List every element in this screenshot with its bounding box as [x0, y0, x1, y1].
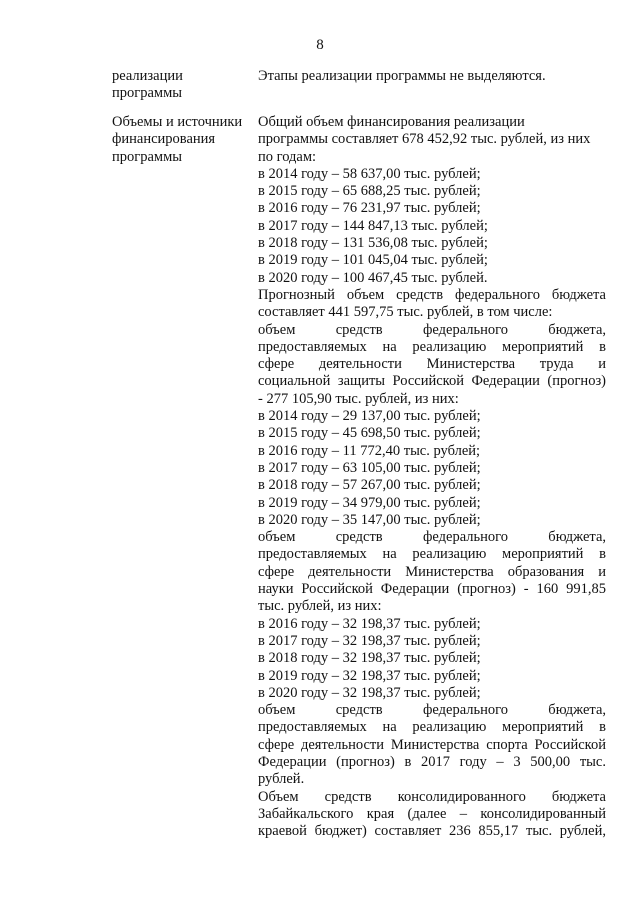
content-line: Прогнозный объем средств федерального бюджета — [258, 286, 606, 303]
content-line: в 2016 году – 76 231,97 тыс. рублей; — [258, 200, 481, 217]
content-line: предоставляемых на реализацию мероприятий в — [258, 338, 606, 355]
content-line: в 2020 году – 100 467,45 тыс. рублей. — [258, 269, 488, 286]
content-line: в 2016 году – 32 198,37 тыс. рублей; — [258, 615, 481, 632]
content-line: в 2017 году – 63 105,00 тыс. рублей; — [258, 459, 481, 476]
content-line: в 2017 году – 144 847,13 тыс. рублей; — [258, 217, 488, 234]
label-line: реализации — [112, 68, 183, 84]
content-line: в 2018 году – 131 536,08 тыс. рублей; — [258, 235, 488, 252]
content-line: в 2019 году – 34 979,00 тыс. рублей; — [258, 494, 481, 511]
content-line: Забайкальского края (далее – консолидированный — [258, 805, 606, 822]
row-content — [258, 68, 606, 85]
content-line: составляет 441 597,75 тыс. рублей, в том числе: — [258, 304, 553, 321]
row-content — [258, 114, 606, 840]
content-line: Общий объем финансирования реализации — [258, 114, 525, 130]
content-line: по годам: — [258, 148, 317, 165]
row-label — [112, 68, 252, 103]
content-line: краевой бюджет) составляет 236 855,17 тыс. рублей, — [258, 823, 606, 840]
content-line: предоставляемых на реализацию мероприятий в — [258, 546, 606, 563]
content-line: сфере деятельности Министерства образования и — [258, 563, 606, 580]
label-line: программы — [112, 148, 182, 165]
content-line: предоставляемых на реализацию мероприятий в — [258, 719, 606, 736]
content-line: в 2020 году – 32 198,37 тыс. рублей; — [258, 684, 481, 701]
content-line: рублей. — [258, 771, 305, 788]
content-line: в 2014 году – 58 637,00 тыс. рублей; — [258, 165, 481, 182]
content-line: науки Российской Федерации (прогноз) - 160 991,85 — [258, 581, 606, 598]
content-line: объем средств федерального бюджета, — [258, 529, 606, 546]
content-line: программы составляет 678 452,92 тыс. рублей, из них — [258, 131, 591, 148]
content-line: в 2014 году – 29 137,00 тыс. рублей; — [258, 408, 481, 425]
content-line: в 2017 году – 32 198,37 тыс. рублей; — [258, 632, 481, 649]
content-line: сфере деятельности Министерства спорта Российской — [258, 736, 606, 753]
content-line: в 2018 году – 57 267,00 тыс. рублей; — [258, 477, 481, 494]
row-label — [112, 114, 252, 166]
page-number: 8 — [316, 37, 324, 53]
content-line: объем средств федерального бюджета, — [258, 321, 606, 338]
content-line: Этапы реализации программы не выделяются. — [258, 68, 546, 84]
label-line: Объемы и источники — [112, 114, 243, 130]
content-line: тыс. рублей, из них: — [258, 598, 382, 615]
content-line: Федерации (прогноз) в 2017 году – 3 500,00 тыс. — [258, 753, 606, 770]
label-line: программы — [112, 85, 182, 102]
label-line: финансирования — [112, 131, 216, 148]
content-line: в 2019 году – 101 045,04 тыс. рублей; — [258, 252, 488, 269]
content-line: в 2015 году – 45 698,50 тыс. рублей; — [258, 425, 481, 442]
content-line: социальной защиты Российской Федерации (прогноз) — [258, 373, 606, 390]
content-line: в 2020 году – 35 147,00 тыс. рублей; — [258, 511, 481, 528]
content-line: в 2016 году – 11 772,40 тыс. рублей; — [258, 442, 481, 459]
content-line: в 2019 году – 32 198,37 тыс. рублей; — [258, 667, 481, 684]
content-line: сфере деятельности Министерства труда и — [258, 356, 606, 373]
content-line: Объем средств консолидированного бюджета — [258, 788, 606, 805]
content-line: объем средств федерального бюджета, — [258, 702, 606, 719]
content-line: - 277 105,90 тыс. рублей, из них: — [258, 390, 459, 407]
content-line: в 2015 году – 65 688,25 тыс. рублей; — [258, 183, 481, 200]
content-line: в 2018 году – 32 198,37 тыс. рублей; — [258, 650, 481, 667]
